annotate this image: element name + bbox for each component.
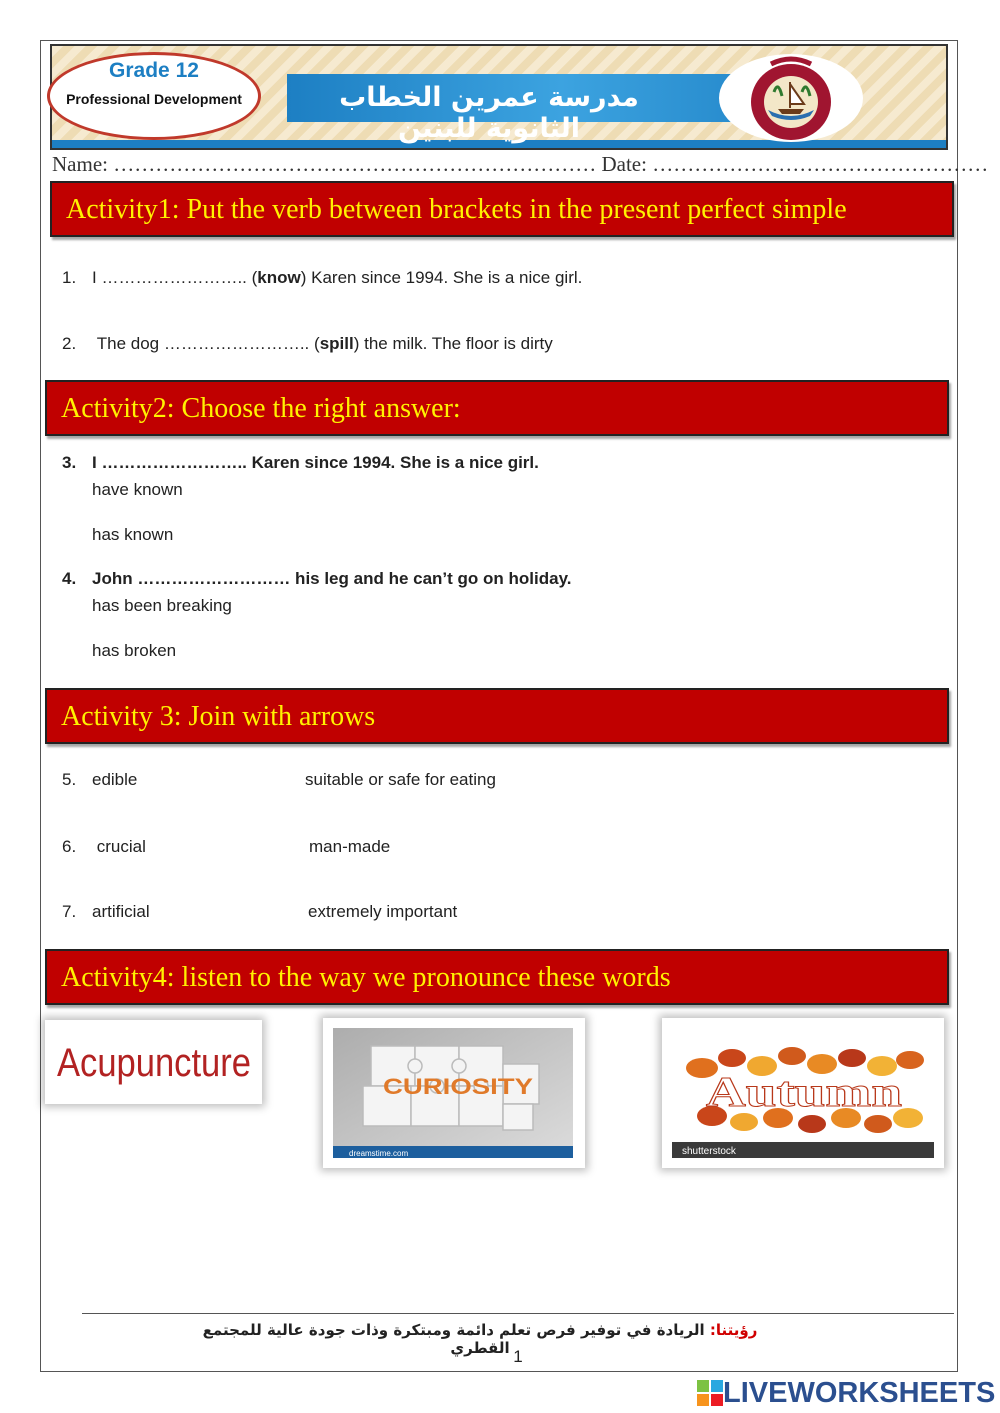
match-word[interactable] [62,770,137,790]
match-word[interactable] [62,902,150,922]
footer-vision [200,1321,760,1357]
activity1-header: Activity1: Put the verb between brackets in the present perfect simple [50,181,954,237]
activity4-header: Activity4: listen to the way we pronounce these words [45,949,949,1005]
date-label: Date: [601,152,647,176]
activity1-item: 2. The dog …………………….. (spill) the milk. The floor is dirty [62,334,553,353]
item-prefix[interactable]: I …………………….. [92,268,247,287]
item-suffix: the milk. The floor is dirty [364,334,553,353]
item-number: 5. [62,770,77,789]
activity2-header: Activity2: Choose the right answer: [45,380,949,436]
course-label: Professional Development [66,91,242,107]
question-number: 4. [62,569,77,588]
dreamstime-credit: dreamstime.com [349,1149,409,1158]
question-number: 3. [62,453,77,472]
item-prefix[interactable]: The dog …………………….. [96,334,310,353]
answer-option[interactable]: has been breaking [92,596,232,615]
liveworksheets-brand: LIVEWORKSHEETS [723,1376,996,1409]
name-date-line [52,152,988,177]
match-definition[interactable]: extremely important [308,902,458,921]
liveworksheets-logo[interactable] [697,1376,995,1410]
item-number: 7. [62,902,77,921]
word-text: artificial [92,902,150,921]
item-number: 1. [62,268,77,287]
page-number: 1 [513,1347,523,1366]
question [62,569,572,589]
item-number: 6. [62,837,77,856]
name-field[interactable]: …………………………………………………………… [113,152,597,176]
vision-text: الريادة في توفير فرص تعلم دائمة ومبتكرة وذات جودة عالية للمجتمع القطري [202,1321,705,1357]
curiosity-image[interactable] [323,1018,585,1168]
item-suffix: Karen since 1994. She is a nice girl. [311,268,583,287]
activity3-header: Activity 3: Join with arrows [45,688,949,744]
answer-option[interactable]: has known [92,525,174,544]
liveworksheets-icon [697,1380,723,1406]
footer-rule [82,1313,954,1314]
curiosity-word: CURIOSITY [383,1074,534,1099]
answer-option[interactable]: has broken [92,641,177,660]
item-verb: know [257,268,301,287]
item-number: 2. [62,334,77,353]
shutterstock-credit: shutterstock [682,1146,736,1157]
date-field[interactable]: ………………………………………… [652,152,989,176]
item-verb: spill [319,334,354,353]
grade-label: Grade 12 [109,59,199,82]
match-word[interactable] [62,837,146,857]
word-text: crucial [96,837,146,856]
match-definition[interactable]: man-made [309,837,391,856]
acupuncture-word: Acupuncture [57,1041,251,1085]
question-text: I …………………….. Karen since 1994. She is a nice girl. [92,453,539,472]
grade-oval [47,52,261,140]
word-text: edible [92,770,138,789]
question [62,453,539,473]
question-text: John ……………………… his leg and he can’t go on holiday. [92,569,572,588]
qatar-emblem-icon [716,52,866,144]
match-definition[interactable]: suitable or safe for eating [305,770,496,789]
autumn-leaves-art [662,1018,944,1168]
acupuncture-word-art [45,1020,262,1104]
name-label: Name: [52,152,108,176]
vision-label: رؤيتنا: [709,1321,758,1339]
autumn-word: Autumn [706,1070,902,1116]
answer-option[interactable]: have known [92,480,183,499]
acupuncture-image[interactable] [45,1020,262,1104]
school-name: مدرسة عمرين الخطاب الثانوية للبنين [339,82,639,144]
curiosity-puzzle-art [323,1018,585,1168]
activity1-item: 1. I …………………….. (know) Karen since 1994. She is a nice girl. [62,268,583,287]
autumn-image[interactable] [662,1018,944,1168]
